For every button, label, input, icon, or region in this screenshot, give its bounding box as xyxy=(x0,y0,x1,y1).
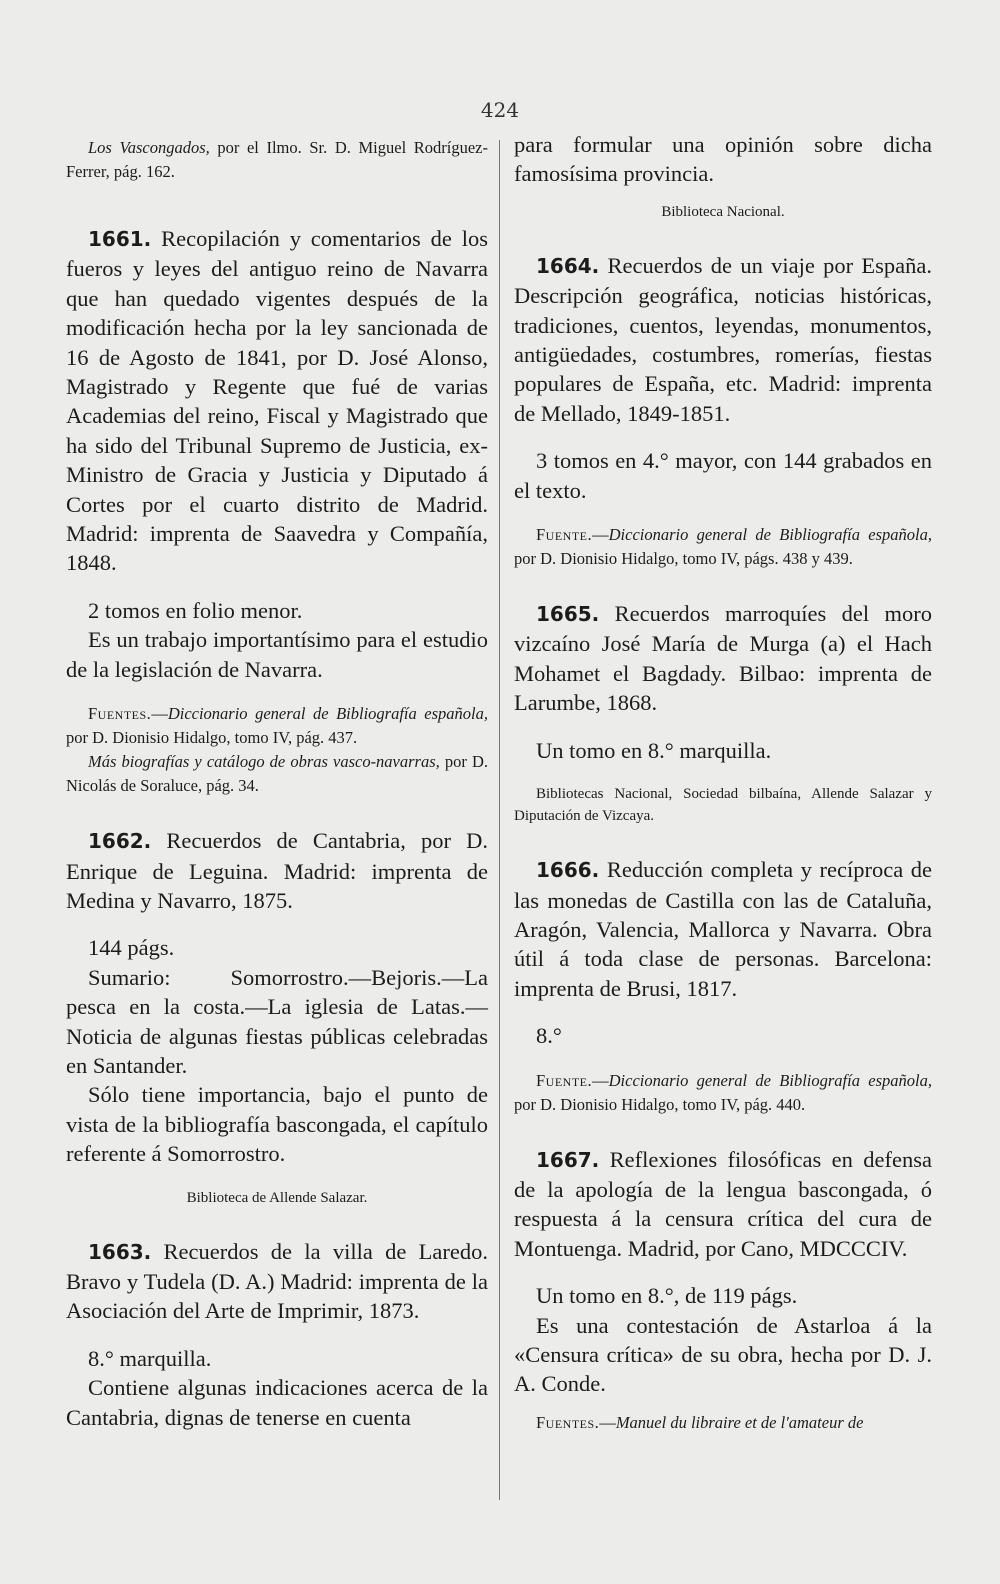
entry-text xyxy=(514,855,932,1003)
entry-format: 3 tomos en 4.° mayor, con 144 grabados en el texto. xyxy=(514,448,932,503)
entry-description: Recopilación y comentarios de los fueros y leyes del antiguo reino de Navarra que han quedado vigentes después de la modificación hecha por la ley sancionada de 16 de Agosto de 1841, por D. José Alonso, Magistrado y Regente que fué de varias Academias del reino, Fiscal y Magistrado que ha sido del Tribunal Supremo de Justicia, ex-Ministro de Gracia y Justicia y Diputado á Cortes por el cuarto distrito de Madrid. Madrid: imprenta de Saavedra y Compañía, 1848. xyxy=(66,226,488,576)
sources-details: por D. Dionisio Hidalgo, tomo IV, págs. 438 y 439. xyxy=(514,549,853,569)
entry-description: Recuerdos marroquíes del moro vizcaíno José María de Murga (a) el Hach Mohamet el Bagdady. Bilbao: imprenta de Larumbe, 1868. xyxy=(514,601,932,716)
entry-format: 2 tomos en folio menor. xyxy=(88,597,303,623)
entry-1665 xyxy=(514,599,932,827)
entry-description: Recuerdos de Cantabria, por D. Enrique de Leguina. Madrid: imprenta de Medina y Navarro, 1875. xyxy=(66,828,488,913)
entry-text xyxy=(66,224,488,578)
entry-sources: Fuente.—Diccionario general de Bibliografía española, por D. Dionisio Hidalgo, tomo IV, págs. 438 y 439. xyxy=(514,525,932,569)
sources-label: Fuente. xyxy=(536,1070,593,1090)
entry-1667 xyxy=(514,1145,932,1435)
entry-description: Recuerdos de la villa de Laredo. Bravo y Tudela (D. A.) Madrid: imprenta de la Asociación del Arte de Imprimir, 1873. xyxy=(66,1238,488,1324)
sources-details: por D. Dionisio Hidalgo, tomo IV, pág. 437. xyxy=(66,728,358,748)
sources-title: Manuel du libraire et de l'amateur de xyxy=(615,1412,864,1432)
entry-description: Recuerdos de un viaje por España. Descripción geográfica, noticias históricas, tradiciones, cuentos, leyendas, monumentos, antigüedades, costumbres, romerías, fiestas populares de España, etc. Madrid: imprenta de Mellado, 1849-1851. xyxy=(514,252,932,426)
entry-sources: Fuente.—Diccionario general de Bibliografía española, por D. Dionisio Hidalgo, tomo IV, pág. 440. xyxy=(514,1070,932,1114)
entry-note: Sólo tiene importancia, bajo el punto de vista de la bibliografía bascongada, el capítulo referente á Somorrostro. xyxy=(66,1082,488,1167)
entry-number: 1665. xyxy=(536,602,600,627)
entry-text xyxy=(66,1237,488,1326)
entry-description: Reflexiones filosóficas en defensa de la apología de la lengua bascongada, ó respuesta á la censura crítica del cura de Montuenga. Madrid, por Cano, MDCCCIV. xyxy=(514,1146,932,1261)
entry-sources: Fuentes.—Diccionario general de Bibliografía española, por D. Dionisio Hidalgo, tomo IV, pág. 437. xyxy=(66,704,488,748)
entry-number: 1663. xyxy=(88,1239,152,1264)
sources-title: Diccionario general de Bibliografía española, xyxy=(167,704,488,724)
entry-summary: Sumario: Somorrostro.—Bejoris.—La pesca en la costa.—La iglesia de Latas.—Noticia de algunas fiestas públicas celebradas en Santander. xyxy=(66,964,488,1078)
entry-1661 xyxy=(66,224,488,798)
entry-description: Reducción completa y recíproca de las monedas de Castilla con las de Cataluña, Aragón, Valencia, Mallorca y Navarra. Obra útil á toda clase de personas. Barcelona: imprenta de Brusi, 1817. xyxy=(514,857,932,1001)
sources-title: Diccionario general de Bibliografía española, xyxy=(608,525,932,545)
entry-text xyxy=(514,1145,932,1264)
left-column xyxy=(66,130,488,1432)
entry-format: 8.° marquilla. xyxy=(88,1345,212,1371)
continuation-text: para formular una opinión sobre dicha famosísima provincia. xyxy=(514,132,932,187)
sources-details: por D. Nicolás de Soraluce, pág. 34. xyxy=(66,752,488,796)
entry-1666 xyxy=(514,855,932,1116)
entry-format: Un tomo en 8.°, de 119 págs. xyxy=(536,1283,798,1309)
entry-1663 xyxy=(66,1237,488,1432)
entry-text xyxy=(514,599,932,718)
entry-format: 8.° xyxy=(536,1023,562,1049)
entry-format: 144 págs. xyxy=(88,935,175,961)
sources-label: Fuentes. xyxy=(88,704,152,724)
entry-format: Un tomo en 8.° marquilla. xyxy=(536,737,772,763)
entry-note: Contiene algunas indicaciones acerca de la Cantabria, dignas de tenerse en cuenta xyxy=(66,1375,488,1430)
entry-note: Es un trabajo importantísimo para el estudio de la legislación de Navarra. xyxy=(66,627,488,682)
entry-sources: Fuentes.—Manuel du libraire et de l'amateur de xyxy=(536,1412,864,1432)
page-number: 424 xyxy=(480,98,520,122)
sources-title: Diccionario general de Bibliografía española, xyxy=(608,1070,932,1090)
entry-library: Biblioteca de Allende Salazar. xyxy=(186,1189,368,1206)
entry-number: 1662. xyxy=(88,829,152,854)
sources-label: Fuentes. xyxy=(536,1412,600,1432)
entry-number: 1667. xyxy=(536,1147,600,1172)
entry-sources-2 xyxy=(66,750,488,798)
sources-details: por D. Dionisio Hidalgo, tomo IV, pág. 440. xyxy=(514,1094,806,1114)
column-divider xyxy=(499,140,500,1500)
entry-note: Es una contestación de Astarloa á la «Censura crítica» de su obra, hecha por D. J. A. Conde. xyxy=(514,1312,932,1397)
entry-1662 xyxy=(66,826,488,1208)
entry-text xyxy=(514,251,932,428)
citation-title: Los Vascongados, xyxy=(88,138,210,157)
continuation-citation xyxy=(66,136,488,184)
entry-library: Bibliotecas Nacional, Sociedad bilbaína, Allende Salazar y Diputación de Vizcaya. xyxy=(514,786,932,825)
entry-number: 1661. xyxy=(88,227,152,251)
sources-title: Más biografías y catálogo de obras vasco-navarras, xyxy=(88,752,440,772)
entry-text xyxy=(66,826,488,915)
continuation-library: Biblioteca Nacional. xyxy=(661,203,785,220)
citation-details: por el Ilmo. Sr. D. Miguel Rodríguez-Ferrer, pág. 162. xyxy=(66,138,488,181)
entry-number: 1664. xyxy=(536,253,600,278)
sources-label: Fuente. xyxy=(536,525,593,545)
right-column xyxy=(514,130,932,1435)
entry-1664 xyxy=(514,251,932,571)
entry-number: 1666. xyxy=(536,858,600,883)
